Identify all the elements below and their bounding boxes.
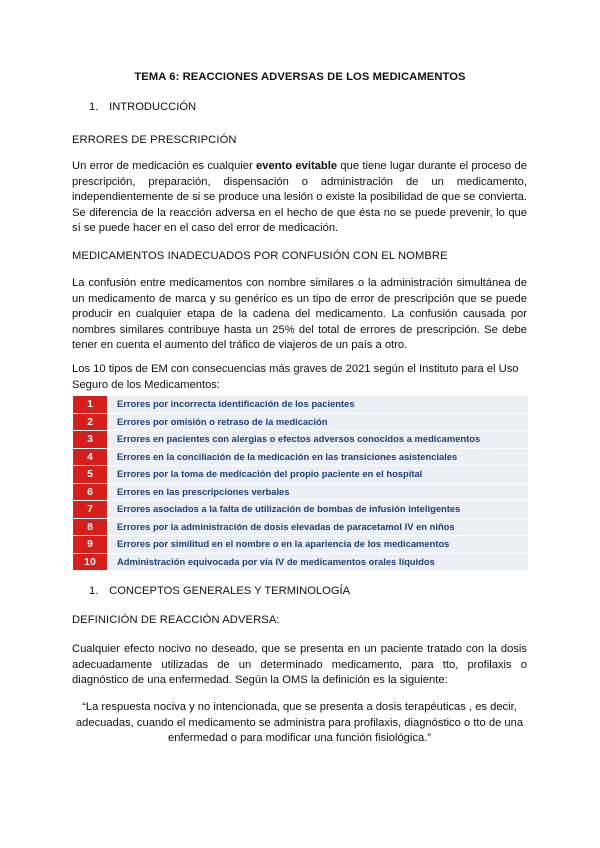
table-row <box>73 466 528 484</box>
section-heading-conceptos <box>89 585 350 597</box>
table-row <box>73 431 528 449</box>
row-text: Errores en las prescripciones verbales <box>107 484 528 501</box>
row-number: 1 <box>73 396 107 413</box>
table-row <box>73 501 528 519</box>
table-row <box>73 484 528 502</box>
row-text: Errores en pacientes con alergias o efectos adversos conocidos a medicamentos <box>107 431 528 448</box>
paragraph-text-end: que tiene lugar durante el proceso de prescripción, preparación, dispensación o administración de un medicamento, independientemente de si se produce una lesión o existe la posibilidad de que se convierta. Se diferencia de la reacción adversa en el hecho de que ésta no se puede prevenir, lo que sí se puede hacer en el caso del error de medicación. <box>72 160 527 235</box>
table-row <box>73 449 528 467</box>
section-heading-text: CONCEPTOS GENERALES Y TERMINOLOGÍA <box>109 585 351 597</box>
page-title: TEMA 6: REACCIONES ADVERSAS DE LOS MEDICAMENTOS <box>134 71 466 83</box>
row-number: 5 <box>73 466 107 483</box>
bold-term: evento evitable <box>256 160 338 172</box>
row-text: Errores por la administración de dosis elevadas de paracetamol IV en niños <box>107 519 528 536</box>
row-text: Errores por similitud en el nombre o en la apariencia de los medicamentos <box>107 536 528 553</box>
row-number: 6 <box>73 484 107 501</box>
section-number: 1. <box>89 585 99 597</box>
row-text: Errores por incorrecta identificación de los pacientes <box>107 396 528 413</box>
row-text: Errores por omisión o retraso de la medicación <box>107 414 528 431</box>
table-row <box>73 554 528 572</box>
paragraph-error-medicacion <box>72 159 527 237</box>
row-text: Errores asociados a la falta de utilización de bombas de infusión inteligentes <box>107 501 528 518</box>
section-number: 1. <box>89 101 99 113</box>
row-text: Administración equivocada por vía IV de medicamentos orales líquidos <box>107 554 528 571</box>
table-row <box>73 536 528 554</box>
table-row <box>73 396 528 414</box>
em-types-table <box>73 396 528 571</box>
paragraph-text-start: Un error de medicación es cualquier <box>72 160 257 172</box>
row-number: 3 <box>73 431 107 448</box>
row-number: 8 <box>73 519 107 536</box>
row-text: Errores en la conciliación de la medicación en las transiciones asistenciales <box>107 449 528 466</box>
row-number: 4 <box>73 449 107 466</box>
table-row <box>73 519 528 537</box>
paragraph-table-intro: Los 10 tipos de EM con consecuencias más graves de 2021 según el Instituto para el Uso Seguro de los Medicamentos: <box>72 363 519 391</box>
paragraph-definicion: Cualquier efecto nocivo no deseado, que se presenta en un paciente tratado con la dosis adecuadamente utilizadas de un determinado medicamento, para tto, profilaxis o diagnóstico de una enfermedad. Según la OMS la definición es la siguiente: <box>72 643 527 687</box>
section-heading-text: INTRODUCCIÓN <box>109 101 197 113</box>
row-text: Errores por la toma de medicación del propio paciente en el hospital <box>107 466 528 483</box>
subsection-confusion-nombre: MEDICAMENTOS INADECUADOS POR CONFUSIÓN CON EL NOMBRE <box>72 250 448 262</box>
row-number: 2 <box>73 414 107 431</box>
quote-oms: “La respuesta nociva y no intencionada, que se presenta a dosis terapéuticas , es decir, adecuadas, cuando el medicamento se administra para profilaxis, diagnóstico o tto de una enfermedad o para modificar una función fisiológica.” <box>75 701 524 745</box>
row-number: 7 <box>73 501 107 518</box>
subsection-definicion: DEFINICIÓN DE REACCIÓN ADVERSA: <box>72 614 280 626</box>
row-number: 9 <box>73 536 107 553</box>
section-heading-introduccion <box>89 101 196 113</box>
subsection-errores-prescripcion: ERRORES DE PRESCRIPCIÓN <box>72 134 237 146</box>
table-row <box>73 414 528 432</box>
paragraph-confusion: La confusión entre medicamentos con nombre similares o la administración simultánea de un medicamento de marca y su genérico es un tipo de error de prescripción que se puede producir en cualquier etapa de la cadena del medicamento. La confusión causada por nombres similares contribuye hasta un 25% del total de errores de prescripción. Se debe tener en cuenta el aumento del tráfico de viajeros de un país a otro. <box>72 277 527 352</box>
row-number: 10 <box>73 554 107 571</box>
